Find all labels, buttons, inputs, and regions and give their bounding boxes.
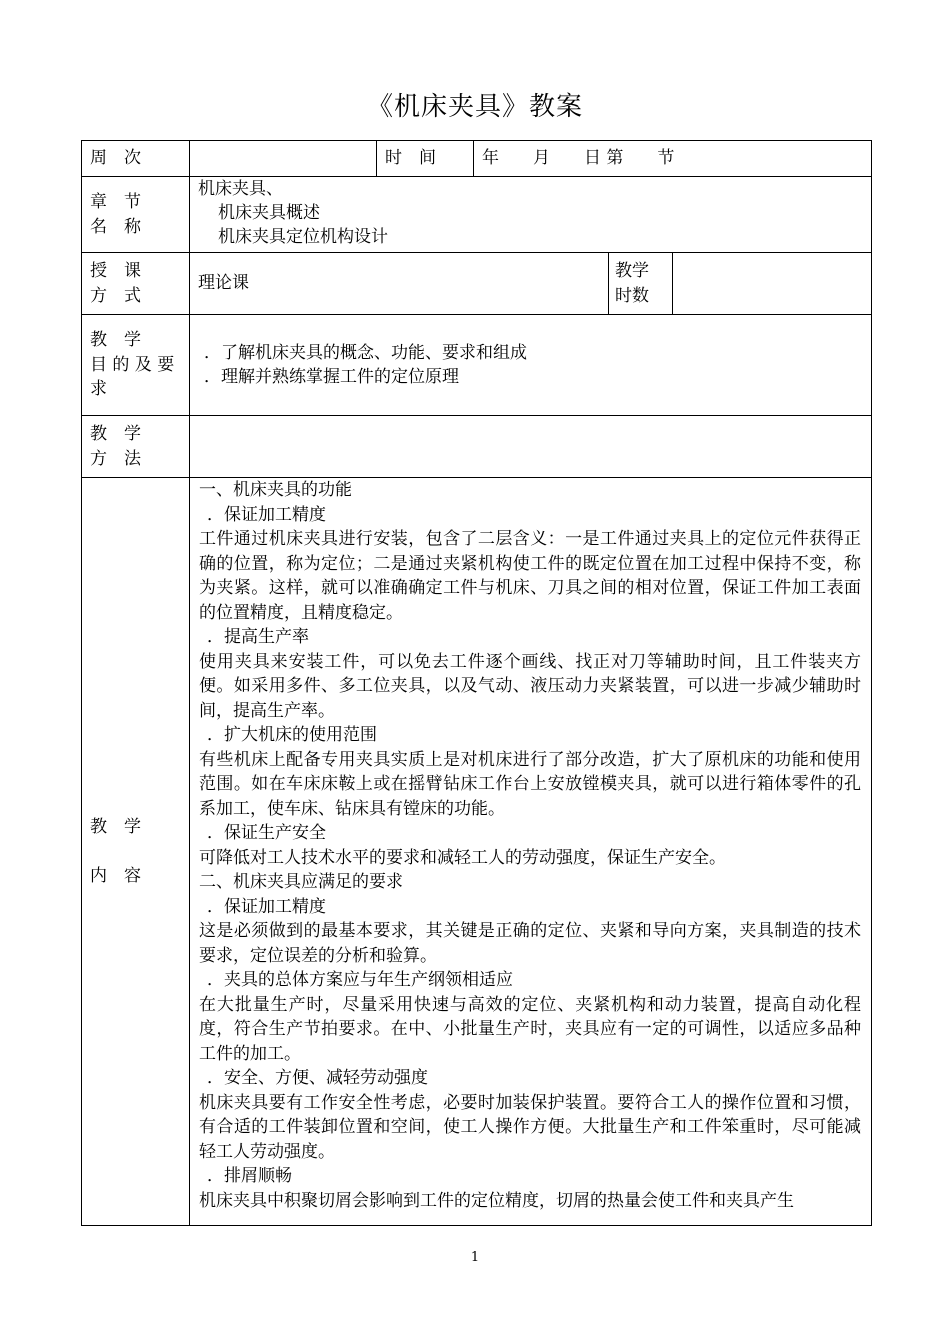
item-heading: ．排屑顺畅 [207, 1166, 292, 1186]
paragraph: 可降低对工人技术水平的要求和减轻工人的劳动强度，保证生产安全。 [199, 847, 726, 868]
content-label: 教 学 内 容 [82, 478, 190, 1226]
method-value: 理论课 [190, 253, 609, 315]
date-field: 年 月 日 第 节 [474, 141, 872, 177]
paragraph: 有些机床上配备专用夹具实质上是对机床进行了部分改造，扩大了原机床的功能和使用范围。如在车床床鞍上或在摇臂钻床工作台上安放镗模夹具，就可以进行箱体零件的孔系加工，使车床、钻床具有镗床的功能。 [199, 749, 862, 819]
chapter-name [190, 177, 872, 253]
content-body [190, 478, 872, 1226]
page-title: 《机床夹具》教案 [366, 92, 583, 122]
goal-item: ．了解机床夹具的概念、功能、要求和组成 [204, 342, 527, 363]
week-row [82, 141, 872, 177]
paragraph: 这是必须做到的最基本要求，其关键是正确的定位、夹紧和导向方案，夹具制造的技术要求，定位误差的分析和验算。 [199, 921, 862, 966]
content-row [82, 478, 872, 1226]
lesson-plan-table [81, 140, 872, 1226]
paragraph: 使用夹具来安装工件，可以免去工件逐个画线、找正对刀等辅助时间，且工件装夹方便。如采用多件、多工位夹具，以及气动、液压动力夹紧装置，可以进一步减少辅助时间，提高生产率。 [199, 651, 862, 721]
chapter-line: 机床夹具定位机构设计 [218, 227, 388, 247]
goals-content [190, 315, 872, 416]
week-value [190, 141, 377, 177]
time-label: 时 间 [377, 141, 474, 177]
paragraph: 工件通过机床夹具进行安装，包含了二层含义：一是工件通过夹具上的定位元件获得正确的位置，称为定位；二是通过夹紧机构使工件的既定位置在加工过程中保持不变，称为夹紧。这样，就可以准确确定工件与机床、刀具之间的相对位置，保证工件加工表面的位置精度，且精度稳定。 [199, 529, 862, 623]
teaching-method-row [82, 416, 872, 478]
chapter-line: 机床夹具概述 [218, 203, 320, 223]
chapter-label: 章 节 名 称 [82, 177, 190, 253]
section-heading: 一、机床夹具的功能 [199, 480, 352, 500]
item-heading: ．夹具的总体方案应与年生产纲领相适应 [207, 970, 513, 990]
goal-item: ．理解并熟练掌握工件的定位原理 [204, 367, 459, 387]
paragraph: 机床夹具要有工作安全性考虑，必要时加装保护装置。要符合工人的操作位置和习惯，有合适的工件装卸位置和空间，使工人操作方便。大批量生产和工件笨重时，尽可能减轻工人劳动强度。 [199, 1092, 862, 1162]
method-row [82, 253, 872, 315]
chapter-line: 机床夹具、 [198, 179, 283, 199]
item-heading: ．安全、方便、减轻劳动强度 [207, 1068, 428, 1088]
chapter-row [82, 177, 872, 253]
week-label: 周 次 [82, 141, 190, 177]
section-heading: 二、机床夹具应满足的要求 [199, 872, 403, 892]
item-heading: ．保证加工精度 [207, 896, 326, 917]
page-number: 1 [470, 1250, 480, 1265]
goals-label: 教 学 目 的 及 要 求 [82, 315, 190, 416]
item-heading: ．保证生产安全 [207, 823, 326, 843]
goals-row [82, 315, 872, 416]
hours-value [673, 253, 872, 315]
item-heading: ．保证加工精度 [207, 504, 326, 525]
paragraph: 在大批量生产时，尽量采用快速与高效的定位、夹紧机构和动力装置，提高自动化程度，符合生产节拍要求。在中、小批量生产时，夹具应有一定的可调性，以适应多品种工件的加工。 [199, 994, 862, 1064]
item-heading: ．扩大机床的使用范围 [207, 725, 377, 745]
item-heading: ．提高生产率 [207, 627, 309, 647]
paragraph: 机床夹具中积聚切屑会影响到工件的定位精度，切屑的热量会使工件和夹具产生 [199, 1190, 794, 1211]
method-label: 授 课 方 式 [82, 253, 190, 315]
teaching-method-value [190, 416, 872, 478]
teaching-method-label: 教 学 方 法 [82, 416, 190, 478]
hours-label: 教学 时数 [609, 253, 673, 315]
